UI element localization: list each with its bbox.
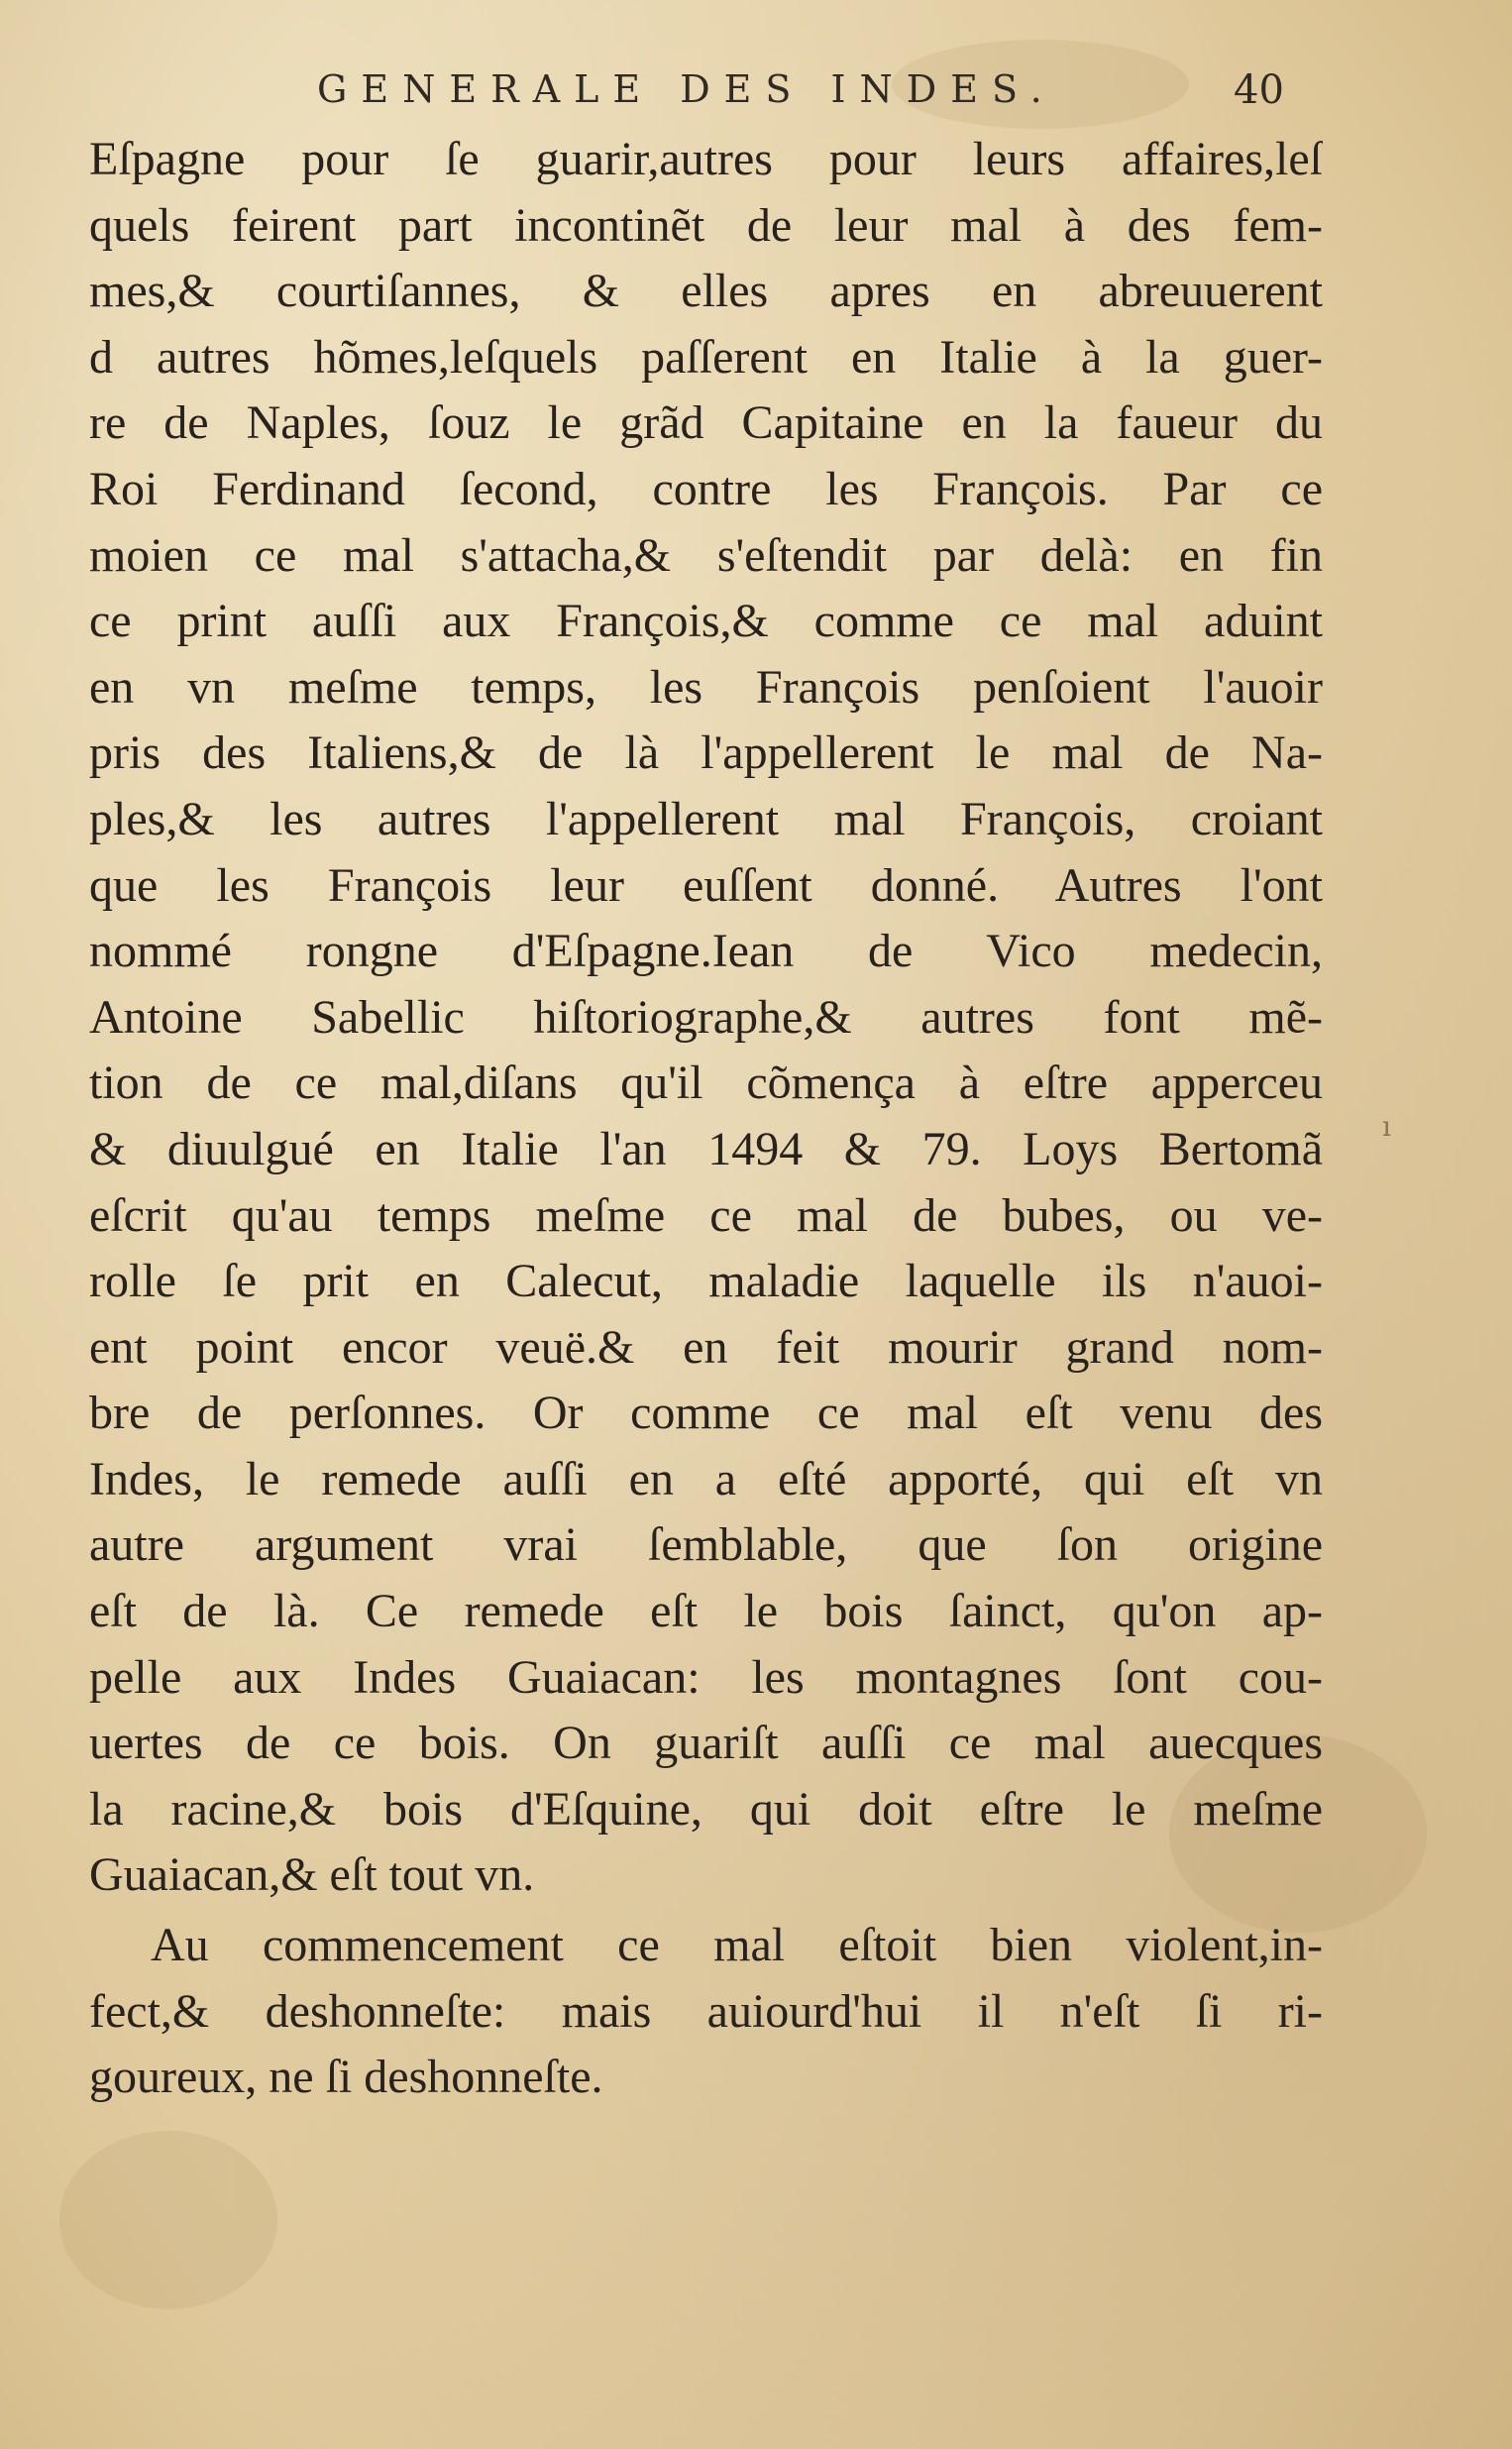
text-line: mes,& courtiſannes, & elles apres en abreuuerent [89,265,1323,318]
text-line: pris des Italiens,& de là l'appellerent le mal de Na- [89,726,1323,780]
text-line: & diuulgué en Italie l'an 1494 & 79. Loys Bertomã [89,1122,1323,1175]
text-line: la racine,& bois d'Eſquine, qui doit eſtre le meſme [89,1782,1323,1836]
text-line: tion de ce mal,diſans qu'il cõmença à eſtre apperceu [89,1057,1323,1110]
text-line: ples,& les autres l'appellerent mal François, croiant [89,792,1323,845]
paper-stain [59,2131,277,2309]
text-line: uertes de ce bois. On guariſt auſſi ce mal auecques [89,1717,1323,1770]
text-line: Roi Ferdinand ſecond, contre les François. Par ce [89,462,1323,515]
text-line: rolle ſe prit en Calecut, maladie laquelle ils n'auoi- [89,1255,1323,1308]
text-line: autre argument vrai ſemblable, que ſon origine [89,1518,1323,1572]
text-line: Antoine Sabellic hiſtoriographe,& autres font mẽ- [89,990,1323,1044]
text-line: moien ce mal s'attacha,& s'eſtendit par delà: en fin [89,528,1323,582]
text-line: Indes, le remede auſſi en a eſté apporté, qui eſt vn [89,1452,1323,1505]
text-line: quels feirent part incontinẽt de leur mal à des fem- [89,198,1323,252]
page-number: 40 [1234,67,1284,113]
text-line: ent point encor veuë.& en feit mourir grand nom- [89,1320,1323,1374]
paragraph-2 [89,1913,1323,2111]
text-line: Au commencement ce mal eſtoit bien violent,in- [151,1919,1323,1972]
paragraph-1 [89,127,1323,1909]
text-line: bre de perſonnes. Or comme ce mal eſt venu des [89,1387,1323,1440]
text-line: fect,& deshonneſte: mais auiourd'hui il n'eſt ſi ri- [89,1984,1323,2038]
text-line: d autres hõmes,leſquels paſſerent en Italie à la guer- [89,330,1323,384]
text-line: goureux, ne ſi deshonneſte. [89,2051,603,2104]
text-line: ce print auſſi aux François,& comme ce mal aduint [89,595,1323,648]
text-line: eſt de là. Ce remede eſt le bois ſainct, qu'on ap- [89,1585,1323,1638]
running-head-title: GENERALE DES INDES. [317,67,1056,111]
text-line: re de Naples, ſouz le grãd Capitaine en la faueur du [89,396,1323,450]
text-line: eſcrit qu'au temps meſme ce mal de bubes, ou ve- [89,1188,1323,1242]
margin-mark: ı [1382,1110,1391,1143]
body-text [89,127,1323,2111]
text-line: en vn meſme temps, les François penſoient l'auoir [89,660,1323,714]
text-line: que les François leur euſſent donné. Autres l'ont [89,858,1323,912]
text-line: Guaiacan,& eſt tout vn. [89,1848,535,1902]
text-line: pelle aux Indes Guaiacan: les montagnes ſont cou- [89,1650,1323,1704]
running-head [0,67,1512,117]
text-line: nommé rongne d'Eſpagne.Iean de Vico medecin, [89,925,1323,978]
text-line: Eſpagne pour ſe guarir,autres pour leurs affaires,leſ [89,133,1323,185]
